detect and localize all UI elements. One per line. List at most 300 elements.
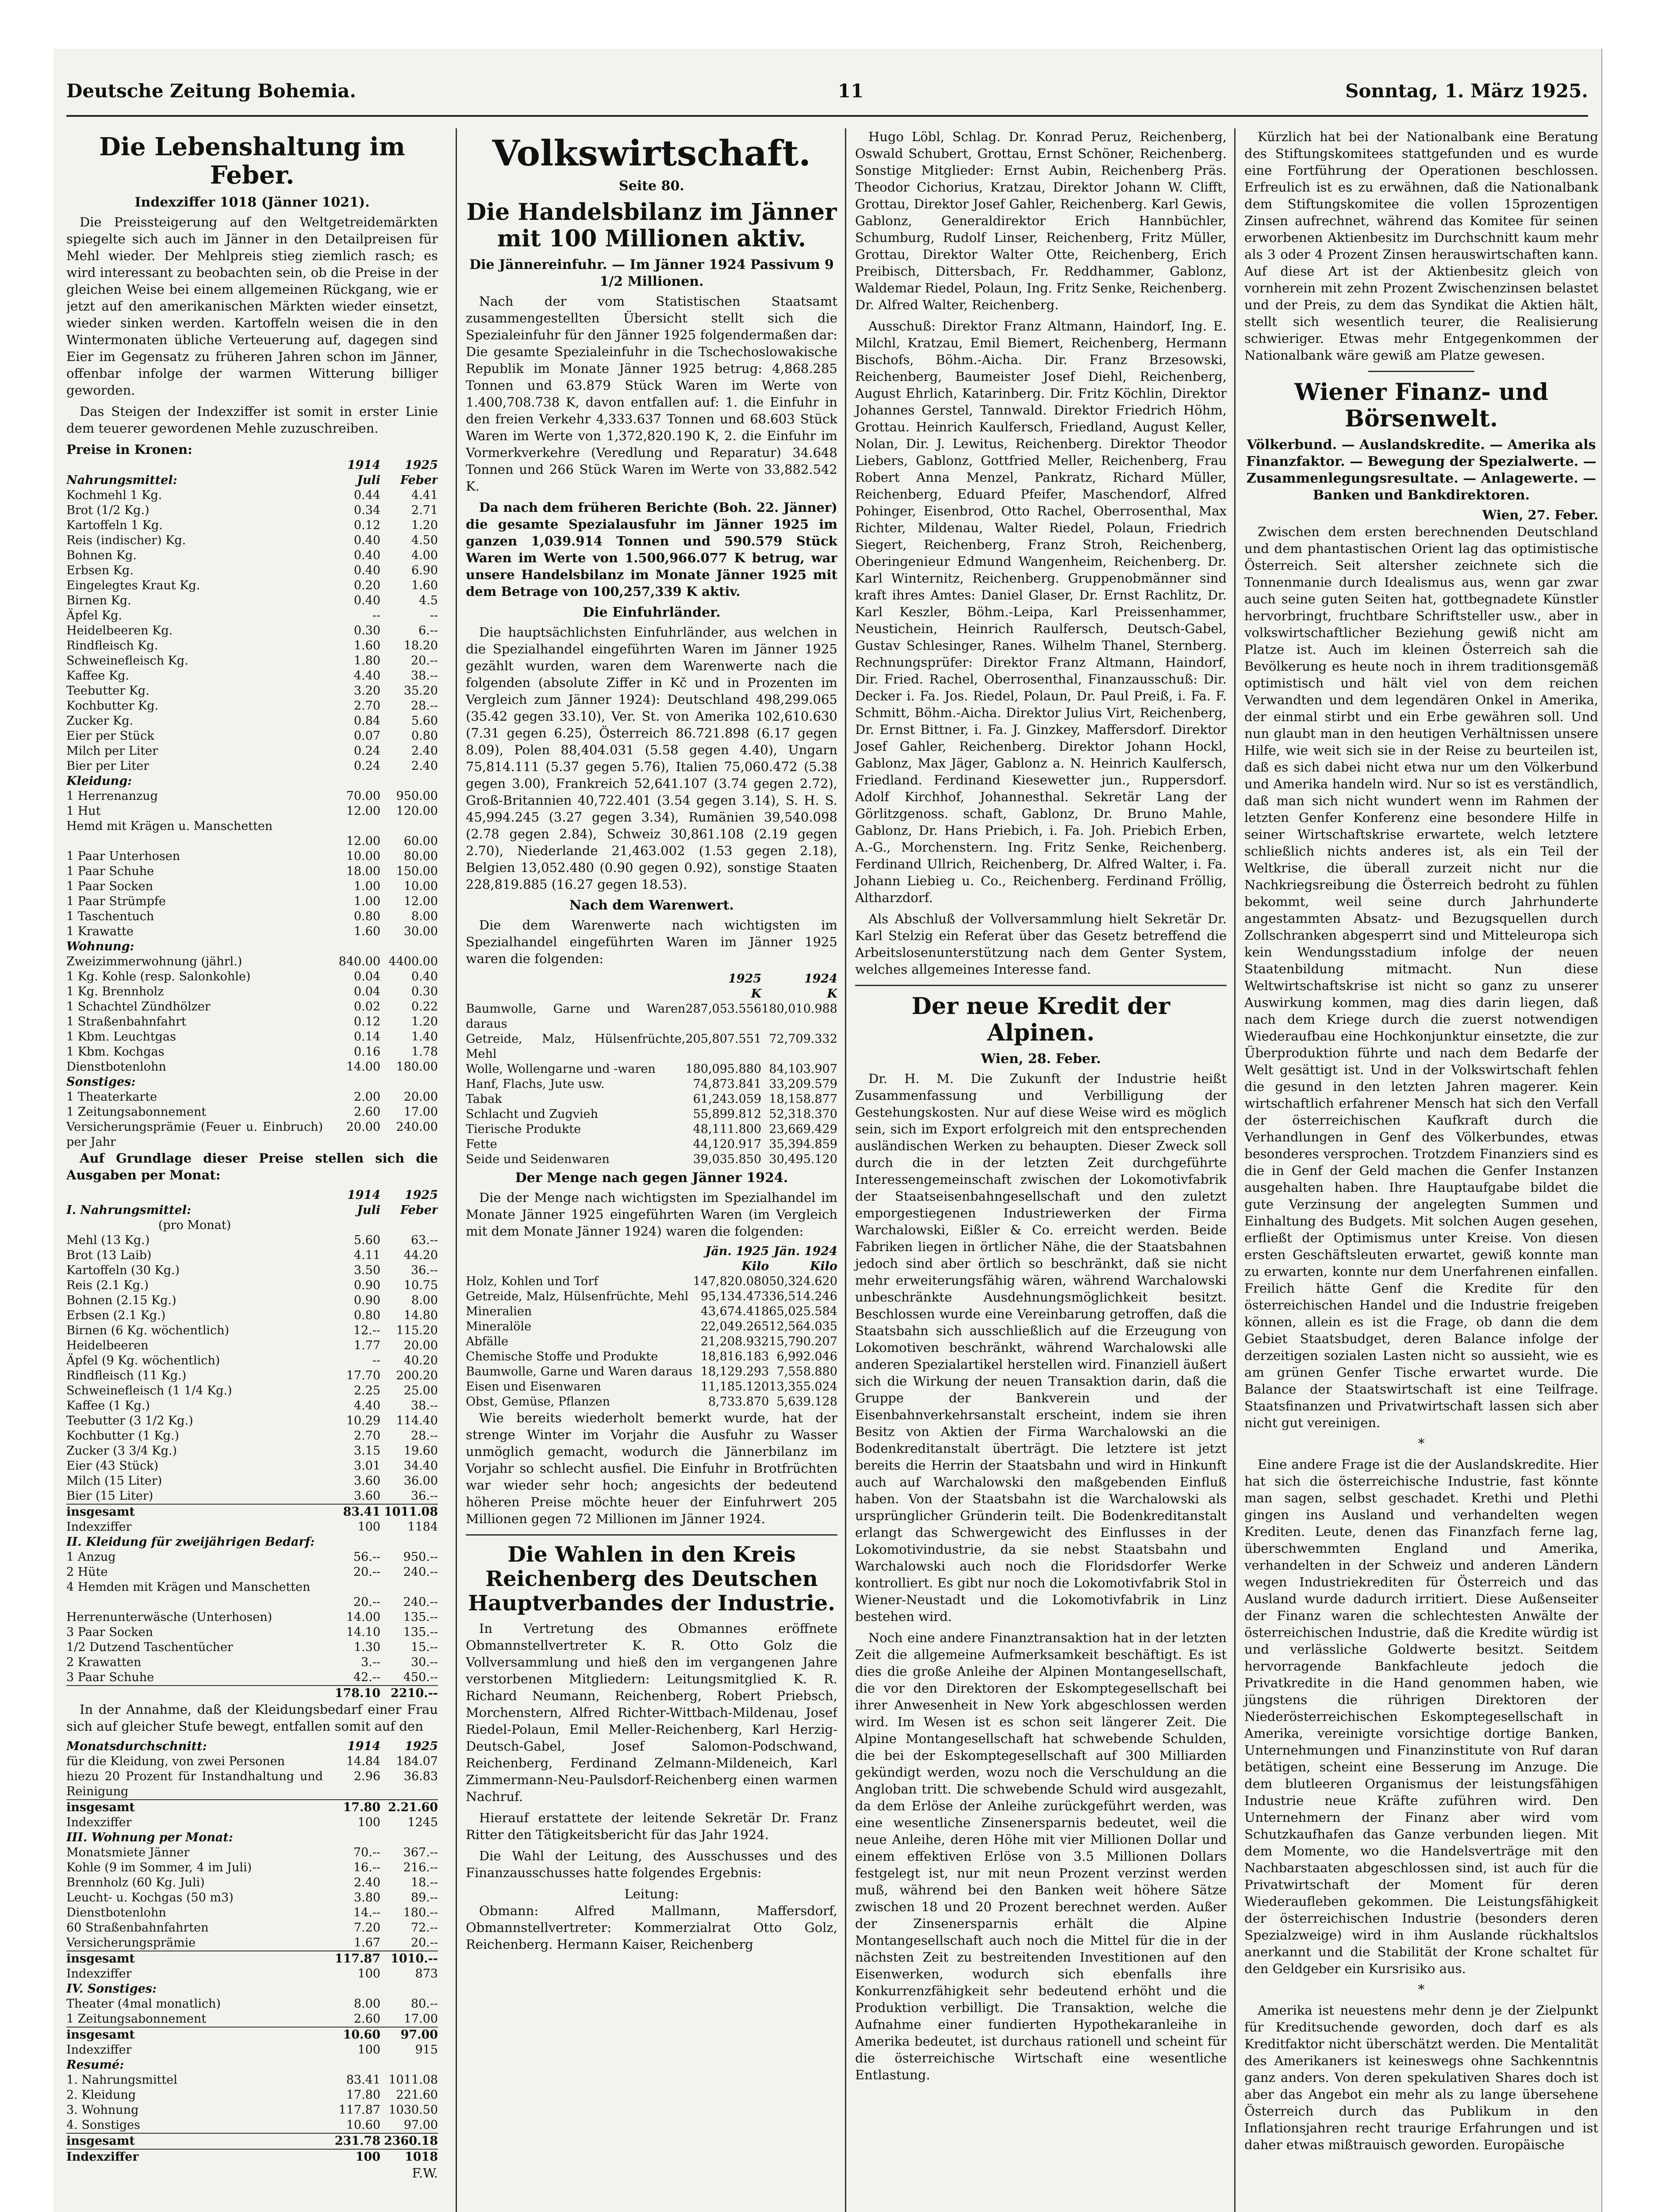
newspaper-name: Deutsche Zeitung Bohemia. — [66, 80, 356, 102]
row-value: 20.-- — [353, 1595, 380, 1609]
row-value: 16.-- — [353, 1860, 380, 1874]
row-value: 28.-- — [411, 699, 438, 713]
row-value: 4.11 — [353, 1248, 380, 1262]
row-label: Brot (1/2 Kg.) — [66, 503, 150, 517]
row-value: 3.01 — [353, 1459, 380, 1473]
table-row — [66, 1504, 438, 1520]
row-value: 10.00 — [403, 879, 438, 893]
row-value — [323, 819, 380, 834]
row-label: 1 Paar Strümpfe — [66, 894, 166, 908]
article-subtitle: Die Jännereinfuhr. — Im Jänner 1924 Passivum 9 1/2 Millionen. — [469, 257, 834, 289]
row-label: 3. Wohnung — [66, 2103, 139, 2117]
table-row — [66, 894, 438, 909]
row-label: 1 Zeitungsabonnement — [66, 2012, 207, 2026]
row-label — [66, 1686, 323, 1701]
row-value: 36.00 — [403, 1474, 438, 1488]
table-row — [66, 1936, 438, 1951]
table-row — [466, 1364, 837, 1379]
row-value: 0.12 — [353, 1014, 380, 1029]
row-value — [380, 819, 438, 834]
row-value: 915 — [415, 2043, 438, 2057]
row-value: 12.00 — [346, 834, 380, 848]
row-value: 10.29 — [346, 1413, 380, 1428]
row-label: Versicherungsprämie (Feuer u. Einbruch) per Jahr — [66, 1120, 323, 1149]
paragraph: Kürzlich hat bei der Nationalbank eine Beratung des Stiftungskomitees stattgefunden und es wurde eine Fortführung der Operationen beschlossen. Erfreulich ist es zu erwähnen, daß die Nationalbank dem Stiftungskomitee die vollen 15prozentigen Zinsen aufrechnet, während das Komitee für seinen erworbenen Aktienbesitz im Durchschnitt kaum mehr als 3 oder 4 Prozent Zinsen herauswirtschaften kann. Auf diese Art ist der Aktienbesitz gleich von vornherein mit zehn Prozent Zwischenzinsen belastet und der Preis, zu dem das Syndikat die Aktien hält, stellt sich wesentlich teurer, die Realisierung schwieriger. Etwas mehr Entgegenkommen der Nationalbank wäre gewiß am Platze gewesen. — [1244, 129, 1598, 363]
row-value: 0.90 — [353, 1278, 380, 1292]
row-label: Schweinefleisch (1 1/4 Kg.) — [66, 1383, 232, 1398]
row-label: Zucker (3 3/4 Kg.) — [66, 1444, 177, 1458]
row-value: 23,669.429 — [769, 1122, 837, 1136]
row-label: Kohle (9 im Sommer, 4 im Juli) — [66, 1860, 252, 1874]
table-row — [466, 1002, 837, 1032]
row-value: 14.10 — [346, 1625, 380, 1639]
row-label: Baumwolle, Garne und Waren daraus — [466, 1002, 686, 1031]
row-label: Rindfleisch Kg. — [66, 638, 158, 653]
table-row — [66, 563, 438, 578]
row-label: Teebutter (3 1/2 Kg.) — [66, 1413, 193, 1428]
row-label: Fette — [466, 1137, 497, 1151]
row-value: 135.-- — [403, 1610, 438, 1624]
row-value: 8,733.870 — [708, 1394, 769, 1409]
row-value: 0.90 — [353, 1293, 380, 1307]
table-heading: Preise in Kronen: — [66, 442, 192, 457]
table-row — [66, 834, 438, 849]
row-value: 18,158.877 — [769, 1092, 837, 1106]
row-value: 72,709.332 — [769, 1032, 837, 1046]
row-value: 0.84 — [353, 714, 380, 728]
row-value: 2.40 — [353, 1875, 380, 1889]
row-label: Wolle, Wollengarne und -waren — [466, 1062, 656, 1076]
table-row — [66, 1105, 438, 1120]
row-label: Baumwolle, Garne und Waren daraus — [466, 1364, 692, 1379]
row-value: 0.40 — [353, 563, 380, 577]
table-row — [66, 819, 438, 834]
warenwert-table: 1925 1924 K K Baumwolle, Garne und Waren daraus 287,053.556 180,010.988 Getreide, Malz, Hülsenfrüchte, Mehl 205,807.551 72,709.332 Wolle, Wollengarne und -waren 180,095.880 84,103.907 Hanf, Flachs, Jute usw. 74,873.841 33,209.579 Tabak 61,243.059 18,158.877 Schlacht und Zugvieh 55,899.812 52,318.370 Tierische Produkte 48,111.800 23,669.429 Fette 44,120.917 35,394.859 Seide und Seidenwaren 39,035.850 30,495.120 — [466, 972, 837, 1166]
row-value: 100 — [357, 2043, 380, 2057]
paragraph: Zwischen dem ersten berechnenden Deutschland und dem phantastischen Orient lag das optimistische Österreich. Seit altersher zeichnete sich die Tonnenmanie durch Idealismus aus, wenn gar zwar auch seine guten Seiten hat, gottbegnadete Künstler hervorbringt, fruchtbare Schriftsteller usw., aber in volkswirtschaftlicher Beziehung gewiß nicht am Platze ist. Auch im kleinen Österreich sah die Bevölkerung es heute noch in ihrem traditionsgemäß optimistisch und hält viel von dem reichen Verwandten und dem legendären Onkel in Amerika, der einmal stirbt und ein Erbe gewähren soll. Und nun glaubt man in den heutigen Verhältnissen unsere Hilfe, wie weit sich sie in der Reise zu beurteilen ist, daß es sich dabei nicht etwa nur um den Völkerbund und Amerika handeln wird. Nur so ist es verständlich, daß man sich nicht wundert wenn im Rahmen der letzten Genfer Konferenz eine besondere Hilfe in seiner Wirtschaftskrise erwartete, welch letztere schließlich nichts anderes ist, als ein Teil der Weltkrise, die überall zurzeit nicht nur die Nachkriegsreibung die Österreich bedroht zu fühlen bekommt, weil seine durch Jahrhunderte angestammten Absatz- und Bezugsquellen durch Zollschranken abgesperrt sind und Mitteleuropa sich kein Wendungsstadium infolge der neuen Staatenbildung mitmacht. Nun diese Weltwirtschaftskrise ist nicht so ganz zu unserer Auswirkung kommen, mag dies darin liegen, daß nach dem Kriege durch die zuerst notwendigen Wiederaufbau eine Hochkonjunktur einsetzte, die zur Überproduktion führte und nach dem Bedarfe der Welt gesättigt ist. Und in der Volkswirtschaft fehlen die gesund in den letzten Jahren magerer. Kein wirtschaftlich erfahrener Mensch hat sich den Verfall der österreichischen Kaufkraft durch die Verhandlungen in Genf des Völkerbundes, etwas besonderes versprochen. Trotzdem Finanziers sind es die in Genf der Geld machen die Genfer Instanzen ausgehalten haben. Ihre Hauptaufgabe bildet die gute Verzinsung der angelegten Summen und Einhaltung des Budgets. Mit solchen Augen gesehen, erfließt der Optimismus unter Kreise. Von diesen ersten Geschäftsleuten erwartet, gewiß konnte man zu erwarten, konnte nur dem Unerfahrenen einfallen. Freilich hätte Genf die Kredite für den österreichischen Handel und die Industrie freigeben können, allein es ist die Frage, ob dann die dem Gebiet Staatsbudget, deren Balance infolge der derzeitigen sozialen Lasten nicht so aussieht, wie es am grünen Genfer Tische erwartet wurde. Die Balance der Staatswirtschaft ist eine Teilfrage. Staatsfinanzen und Privatwirtschaft lassen sich aber nicht gut vereinigen. — [1244, 524, 1598, 1430]
table-row — [66, 1845, 438, 1860]
row-value: 1010.-- — [380, 1951, 438, 1966]
table-row — [66, 1278, 438, 1293]
paragraph: Auf Grundlage dieser Preise stellen sich die Ausgaben per Monat: — [66, 1150, 438, 1183]
row-value: 1018 — [380, 2149, 438, 2165]
row-value: 17.80 — [323, 1800, 380, 1815]
row-value: 4.50 — [411, 533, 438, 547]
section-subtitle: Seite 80. — [619, 178, 684, 194]
row-value: 70.00 — [346, 789, 380, 803]
row-label: Tierische Produkte — [466, 1122, 581, 1136]
menge-table: Jän. 1925 Jän. 1924 Kilo Kilo Holz, Kohlen und Torf 147,820.080 50,324.620 Getreide, Malz, Hülsenfrüchte, Mehl 95,134.473 36,514.246 Mineralien 43,674.418 65,025.584 Mineralöle 22,049.265 12,564.035 Abfälle 21,208.932 15,790.207 Chemische Stoffe und Produkte 18,816.183 6,992.046 Baumwolle, Garne und Waren daraus 18,129.293 7,558.880 Eisen und Eisenwaren 11,185.120 13,355.024 Obst, Gemüse, Pflanzen 8,733.870 5,639.128 — [466, 1244, 837, 1409]
row-value: 34.40 — [403, 1459, 438, 1473]
table-row — [66, 744, 438, 759]
row-label: Indexziffer — [66, 1966, 132, 1981]
table-row — [66, 1029, 438, 1045]
row-label: Eisen und Eisenwaren — [466, 1379, 601, 1394]
row-label: 1/2 Dutzend Taschentücher — [66, 1640, 233, 1654]
table-row — [66, 1640, 438, 1655]
row-value: 10.60 — [346, 2118, 380, 2132]
row-label: insgesamt — [66, 2027, 323, 2043]
paragraph: Die Wahl der Leitung, des Ausschusses und des Finanzausschusses hatte folgendes Ergebnis: — [466, 1848, 837, 1881]
row-value: 0.22 — [411, 999, 438, 1014]
table-row — [66, 2073, 438, 2088]
row-value: 1.80 — [353, 653, 380, 668]
row-label: Äpfel (9 Kg. wöchentlich) — [66, 1353, 220, 1367]
row-value: 367.-- — [403, 1845, 438, 1859]
row-label: Milch (15 Liter) — [66, 1474, 162, 1488]
table-row — [66, 2027, 438, 2043]
page-number: 11 — [837, 80, 864, 102]
dateline: Wien, 27. Feber. — [1482, 507, 1598, 522]
row-value: 15.-- — [411, 1640, 438, 1654]
row-value: 12,564.035 — [769, 1319, 837, 1333]
row-value: 2360.18 — [380, 2133, 438, 2149]
table-row — [66, 1459, 438, 1474]
table-row — [66, 1754, 438, 1769]
table-row — [66, 1263, 438, 1278]
row-label: Reis (2.1 Kg.) — [66, 1278, 149, 1292]
row-value: 17.00 — [403, 2012, 438, 2026]
row-label: 4 Hemden mit Krägen und Manschetten — [66, 1580, 311, 1594]
row-label: Bier per Liter — [66, 759, 149, 773]
row-value: 2.71 — [411, 503, 438, 517]
row-value: 11,185.120 — [700, 1379, 769, 1394]
row-label: Erbsen (2.1 Kg.) — [66, 1308, 166, 1322]
table-row — [66, 1090, 438, 1105]
row-value: 180,010.988 — [761, 1002, 837, 1016]
row-value: 38.-- — [411, 1398, 438, 1413]
row-value: 5.60 — [411, 714, 438, 728]
article-title: Wiener Finanz- und Börsenwelt. — [1294, 379, 1548, 432]
row-label: Holz, Kohlen und Torf — [466, 1274, 599, 1288]
row-value: 0.80 — [411, 729, 438, 743]
row-label: Birnen Kg. — [66, 593, 131, 607]
table-row — [66, 684, 438, 699]
row-value: 240.-- — [403, 1595, 438, 1609]
row-value: 25.00 — [403, 1383, 438, 1398]
table-row — [66, 2088, 438, 2103]
table-row — [66, 1444, 438, 1459]
row-value: 2.70 — [353, 1429, 380, 1443]
row-value: 2.70 — [353, 699, 380, 713]
row-label: 1 Schachtel Zündhölzer — [66, 999, 211, 1014]
row-value: 1.77 — [353, 1338, 380, 1352]
row-value: 0.04 — [353, 984, 380, 998]
row-value: 147,820.080 — [693, 1274, 769, 1288]
table-row — [66, 729, 438, 744]
row-value: 4.41 — [411, 488, 438, 502]
table-row — [66, 1655, 438, 1670]
paragraph: Dr. H. M. Die Zukunft der Industrie heißt Zusammenfassung und Verbilligung der Gestehungskosten. Nur auf diese Weise wird es möglich sein, sich im Export erfolgreich mit den entsprechenden ausländischen Werken zu behaupten. Dieser Zweck soll durch die in der letzten Zeit durchgeführte Interessengemeinschaft zwischen der Lokomotivfabrik der Staatseisenbahngesellschaft und den zuletzt emporgestiegenen Industriewerken der Firma Warchalowski, Eißler & Co. erreicht werden. Beide Fabriken liegen in örtlicher Nähe, die der Staatsbahnen jedoch sind aber örtlich so beschränkt, daß sie nicht mehr erweiterungsfähig wären, während Warchalowski unbeschränkte Ausdehnungsmöglichkeit besitzt. Beschlossen wurde eine Vereinbarung getroffen, daß die Staatsbahn sich ausschließlich auf die Erzeugung von Lokomotiven beschränkt, während Warchalowski alle anderen Spezialartikel herstellen wird. Finanziell äußert sich die Wirkung der neuen Transaktion darin, daß die Gruppe der Bankverein und der Eisenbahnverkehrsanstalt erscheint, indem sie ihren Besitz von Aktien der Firma Warchalowski an die Bodenkreditanstalt überträgt. Die letztere ist jetzt bereits die Herrin der Staatsbahn und wird in Hinkunft auch auf Warchalowski den maßgebenden Einfluß haben. Von der Staatsbahn ist die Warchalowski als ursprünglicher Gründerin teilt. Die Bodenkreditanstalt erlangt das Schwergewicht des Einflusses in der Lokomotivindustrie, da sie nebst Staatsbahn und Warchalowski auch noch die Floridsdorfer Werke kontrolliert. Es gibt nur noch die Lokomotivfabrik Stol in Wiener-Neustadt und die Lokomotivfabrik in Linz bestehen wird. — [855, 1071, 1227, 1624]
row-value: 36.83 — [403, 1769, 438, 1783]
row-value: 450.-- — [403, 1670, 438, 1684]
row-value: 56.-- — [353, 1550, 380, 1564]
row-value: 114.40 — [396, 1413, 438, 1428]
row-value: 97.00 — [403, 2118, 438, 2132]
table-row — [66, 1966, 438, 1982]
row-label: Theater (4mal monatlich) — [66, 1997, 221, 2011]
row-label: Getreide, Malz, Hülsenfrüchte, Mehl — [466, 1289, 689, 1303]
row-value: 2.40 — [411, 759, 438, 773]
row-value: 1.60 — [353, 924, 380, 938]
row-value: 231.78 — [323, 2133, 380, 2149]
table-row — [66, 1489, 438, 1504]
table-row — [66, 1610, 438, 1625]
table-row — [466, 1274, 837, 1289]
row-label: insgesamt — [66, 1800, 323, 1815]
page-header — [66, 66, 1588, 117]
row-value: 950.-- — [403, 1550, 438, 1564]
section-separator: * — [1418, 1436, 1425, 1452]
row-value: 4.00 — [411, 548, 438, 562]
table-row — [466, 1077, 837, 1092]
row-value: 0.40 — [353, 533, 380, 547]
row-label: Brennholz (60 Kg. Juli) — [66, 1875, 205, 1889]
paragraph: Hierauf erstattete der leitende Sekretär Dr. Franz Ritter den Tätigkeitsbericht für das Jahr 1924. — [466, 1810, 837, 1843]
row-value: 10.00 — [346, 849, 380, 863]
article-title: Die Handelsbilanz im Jänner mit 100 Millionen aktiv. — [466, 199, 837, 252]
table-row — [466, 1394, 837, 1409]
row-label: Zweizimmerwohnung (jährl.) — [66, 954, 242, 968]
table-row — [66, 638, 438, 653]
row-value: 40.20 — [403, 1353, 438, 1367]
row-value: 2.96 — [353, 1769, 380, 1783]
table-row — [66, 1398, 438, 1413]
table-row — [66, 849, 438, 864]
row-value: 117.87 — [323, 1951, 380, 1966]
row-label: Kartoffeln (30 Kg.) — [66, 1263, 180, 1277]
row-label: 1 Straßenbahnfahrt — [66, 1014, 186, 1029]
row-label: Eier per Stück — [66, 729, 154, 743]
table-row — [66, 1875, 438, 1890]
table-row — [66, 804, 438, 819]
row-value: 15,790.207 — [769, 1334, 837, 1348]
row-value: 0.34 — [353, 503, 380, 517]
table-row — [466, 1062, 837, 1077]
row-value: 180,095.880 — [685, 1062, 762, 1076]
subheading: Die Einfuhrländer. — [583, 604, 721, 620]
row-value: 36.-- — [411, 1489, 438, 1503]
row-value: 2.25 — [353, 1383, 380, 1398]
row-value: 35,394.859 — [769, 1137, 837, 1151]
row-value: 18.00 — [346, 864, 380, 878]
row-value: 0.16 — [353, 1045, 380, 1059]
row-label: Indexziffer — [66, 1815, 132, 1829]
table-row — [66, 1951, 438, 1966]
row-value: 1.67 — [353, 1936, 380, 1950]
row-label: 1 Herrenanzug — [66, 789, 158, 803]
subheading: Leitung: — [624, 1886, 679, 1902]
row-value: -- — [372, 608, 380, 622]
row-label: insgesamt — [66, 1504, 323, 1520]
row-label — [66, 834, 323, 849]
table-row — [66, 864, 438, 879]
row-value: 1030.50 — [388, 2103, 438, 2117]
row-value: 3.20 — [353, 684, 380, 698]
table-row — [66, 2012, 438, 2027]
row-label: Birnen (6 Kg. wöchentlich) — [66, 1323, 230, 1337]
row-label: 1. Nahrungsmittel — [66, 2073, 177, 2087]
row-value: 22,049.265 — [700, 1319, 769, 1333]
row-label: Dienstbotenlohn — [66, 1060, 166, 1074]
table-row — [66, 2149, 438, 2165]
table-row — [66, 1308, 438, 1323]
row-value: 39,035.850 — [693, 1152, 762, 1166]
section-title: Volkswirtschaft. — [492, 132, 811, 174]
row-value: 120.00 — [396, 804, 438, 818]
row-value: 60.00 — [403, 834, 438, 848]
row-value: 0.30 — [353, 623, 380, 637]
row-label: 1 Zeitungsabonnement — [66, 1105, 207, 1119]
table-row — [66, 2118, 438, 2133]
row-value: 65,025.584 — [769, 1304, 837, 1318]
row-value: 14.00 — [346, 1060, 380, 1074]
row-value: 84,103.907 — [769, 1062, 837, 1076]
row-label: Teebutter Kg. — [66, 684, 150, 698]
row-value: 3.50 — [353, 1263, 380, 1277]
row-value: 20.-- — [411, 653, 438, 668]
table-row — [466, 1319, 837, 1334]
row-value: 115.20 — [396, 1323, 438, 1337]
row-value: 4.5 — [419, 593, 438, 607]
paragraph: Eine andere Frage ist die der Auslandskredite. Hier hat sich die österreichische Industrie, fast könnte man sagen, selbst geschadet. Krethi und Plethi gingen ins Ausland und verhandelten wegen Krediten. Leute, denen das Finanzfach ferne lag, überschwemmten England und Amerika, verhandelten in der Schweiz und anderen Ländern wegen Industriekrediten für Österreich und das Ausland wurde dadurch irritiert. Diese Außenseiter der Finanz waren die schlechtesten Anwälte der österreichischen Industrie, daß die Kredite würdig ist und verlässliche Goldwerte besitzt. Seitdem hervorragende Bankfachleute jedoch die Privatkredite in die Hand genommen haben, wie jüngstens die rührigen Direktoren der Niederösterreichischen Eskomptegesellschaft in Amerika, vereinigte vorsichtige dortige Banken, Unternehmungen und Finanzinstitute von Ruf daran betätigen, scheint eine Besserung im Anzuge. Die dem blutleeren Organismus der leistungsfähigen Industrie neue Kräfte zuführen wird. Den Unternehmern der Finanz aber wird vom Schutzkaufhafen das Ganze verbunden liegen. Mit dem Momente, wo die Handelsverträge mit den Nachbarstaaten abgeschlossen sind, ist auch für die Privatwirtschaft der Moment für deren Wiederaufleben gekommen. Die Leistungsfähigkeit der österreichischen Industrie (besonders deren Spezialzweige) wird in ihm Auslande rückhaltslos anerkannt und die Stabilität der Krone schaltet für den Geldgeber ein Kursrisiko aus. — [1244, 1456, 1598, 1976]
row-value: 18,816.183 — [700, 1349, 769, 1363]
row-value: 200.20 — [396, 1368, 438, 1382]
row-label: Rindfleisch (11 Kg.) — [66, 1368, 187, 1382]
row-value: 14.80 — [403, 1308, 438, 1322]
row-label: Tabak — [466, 1092, 502, 1106]
table-row — [66, 1670, 438, 1686]
row-value: 13,355.024 — [769, 1379, 837, 1394]
row-label: Indexziffer — [66, 2149, 323, 2165]
row-label: Bier (15 Liter) — [66, 1489, 154, 1503]
row-value: 0.02 — [353, 999, 380, 1014]
table-row — [66, 653, 438, 668]
row-value: 1011.08 — [380, 1504, 438, 1520]
paragraph: In der Annahme, daß der Kleidungsbedarf einer Frau sich auf gleicher Stufe bewegt, entfallen somit auf den — [66, 1701, 438, 1734]
row-value: 52,318.370 — [769, 1107, 837, 1121]
row-value: 30,495.120 — [769, 1152, 837, 1166]
row-value: 3.15 — [353, 1444, 380, 1458]
row-label: Chemische Stoffe und Produkte — [466, 1349, 658, 1363]
row-label: Kaffee Kg. — [66, 668, 130, 683]
row-value: 83.41 — [323, 1504, 380, 1520]
table-row — [66, 969, 438, 984]
table-row — [66, 1045, 438, 1060]
row-label: 1 Kbm. Leuchtgas — [66, 1029, 176, 1044]
table-row — [66, 699, 438, 714]
row-label: Leucht- u. Kochgas (50 m3) — [66, 1890, 234, 1905]
table-row — [66, 999, 438, 1014]
table-row — [66, 1413, 438, 1429]
row-value: 95,134.473 — [700, 1289, 769, 1303]
row-value: 100 — [357, 1966, 380, 1981]
row-value: 17.00 — [403, 1105, 438, 1119]
row-value: 61,243.059 — [693, 1092, 762, 1106]
row-value: 135.-- — [403, 1625, 438, 1639]
paragraph: Da nach dem früheren Berichte (Boh. 22. Jänner) die gesamte Spezialausfuhr im Jänner 1925 im ganzen 1,039.914 Tonnen und 590.579 Stück Waren im Werte von 1.500,966.077 K betrug, war unsere Handelsbilanz im Monate Jänner 1925 mit dem Betrage von 100,257,339 K aktiv. — [466, 499, 837, 599]
table-row — [466, 1152, 837, 1167]
row-label: 2. Kleidung — [66, 2088, 136, 2102]
table-row — [66, 548, 438, 563]
table-row — [66, 1014, 438, 1029]
row-value: 12.00 — [346, 804, 380, 818]
row-value: 3.60 — [353, 1489, 380, 1503]
paragraph: Obmann: Alfred Mallmann, Maffersdorf, Obmannstellvertreter: Kommerzialrat Otto Golz, Reichenberg. Hermann Kaiser, Reichenberg — [466, 1903, 837, 1952]
article-title: Die Lebenshaltung im Feber. — [99, 132, 405, 190]
row-value: 55,899.812 — [693, 1107, 762, 1121]
row-value: 21,208.932 — [700, 1334, 769, 1348]
row-value: 80.00 — [403, 849, 438, 863]
row-label: 3 Paar Schuhe — [66, 1670, 154, 1684]
row-value: 14.-- — [353, 1905, 380, 1920]
row-label: hiezu 20 Prozent für Instandhaltung und Reinigung — [66, 1769, 323, 1798]
row-value: 2.21.60 — [380, 1800, 438, 1815]
table-row — [66, 879, 438, 894]
row-value: 14.00 — [346, 1610, 380, 1624]
row-value: 221.60 — [396, 2088, 438, 2102]
row-value: 0.80 — [353, 909, 380, 923]
table-row — [66, 1353, 438, 1368]
row-label: 1 Taschentuch — [66, 909, 154, 923]
row-label: Herrenunterwäsche (Unterhosen) — [66, 1610, 272, 1624]
row-value: 3.60 — [353, 1474, 380, 1488]
row-value: 240.00 — [396, 1120, 438, 1134]
row-value: 150.00 — [396, 864, 438, 878]
row-value: 74,873.841 — [693, 1077, 762, 1091]
paragraph: Die der Menge nach wichtigsten im Spezialhandel im Monate Jänner 1925 eingeführten Waren (im Vergleich mit dem Monate Jänner 1924) waren die folgenden: — [466, 1190, 837, 1239]
row-value: 1.60 — [353, 638, 380, 653]
row-label: 3 Paar Socken — [66, 1625, 154, 1639]
row-value: 216.-- — [403, 1860, 438, 1874]
table-row — [66, 1769, 438, 1800]
row-value: 89.-- — [411, 1890, 438, 1905]
row-value: 30.00 — [403, 924, 438, 938]
row-value: 8.00 — [411, 1293, 438, 1307]
row-label: 1 Paar Unterhosen — [66, 849, 180, 863]
row-value: 44.20 — [403, 1248, 438, 1262]
row-label: 2 Krawatten — [66, 1655, 142, 1669]
row-value: 17.80 — [346, 2088, 380, 2102]
column-lebenshaltung — [66, 128, 438, 2212]
paragraph: Das Steigen der Indexziffer ist somit in erster Linie dem teuerer gewordenen Mehle zuzuschreiben. — [66, 403, 438, 436]
row-label: 1 Theaterkarte — [66, 1090, 157, 1104]
row-value: 10.75 — [403, 1278, 438, 1292]
row-value: 5.60 — [353, 1233, 380, 1247]
table-row — [66, 1368, 438, 1383]
row-value: 287,053.556 — [685, 1002, 762, 1016]
row-value: 42.-- — [353, 1670, 380, 1684]
row-label: Abfälle — [466, 1334, 509, 1348]
row-value: 2.00 — [353, 1090, 380, 1104]
row-label: Dienstbotenlohn — [66, 1905, 166, 1920]
newspaper-page — [53, 49, 1602, 2212]
article-subtitle: Indexziffer 1018 (Jänner 1021). — [134, 194, 370, 210]
row-value: 83.41 — [346, 2073, 380, 2087]
row-label: Versicherungsprämie — [66, 1936, 196, 1950]
table-row — [66, 1920, 438, 1936]
row-label: Eingelegtes Kraut Kg. — [66, 578, 200, 592]
table-row — [66, 623, 438, 638]
row-label: 1 Kg. Brennholz — [66, 984, 164, 998]
table-row — [66, 909, 438, 924]
table-row — [466, 1349, 837, 1364]
row-label: Bohnen Kg. — [66, 548, 137, 562]
paragraph: Ausschuß: Direktor Franz Altmann, Haindorf, Ing. E. Milchl, Kratzau, Emil Biemert, Reichenberg, Hermann Bischofs, Böhm.-Aicha. Dir. Franz Brzesowski, Reichenberg, Baumeister Josef Diehl, Reichenberg, August Ehrlich, Katarinberg. Dir. Fritz Köchlin, Direktor Johannes Gerstel, Tannwald. Direktor Friedrich Höhm, Grottau. Heinrich Kaulfersch, Friedland, August Keller, Nolan, Dir. J. Lewitus, Reichenberg. Direktor Theodor Liebers, Gablonz, Gottfried Meller, Reichenberg, Frau Robert Anna Menzel, Pankratz, Richard Müller, Reichenberg, Eduard Pfeifer, Maschendorf, Alfred Pohinger, Eisenbrod, Otto Rachel, Oberrosenthal, Max Richter, Mildenau, Walter Riedel, Polaun, Friedrich Siegert, Reichenberg, Franz Stroh, Reichenberg, Oberingenieur Edmund Wangenheim, Reichenberg. Dr. Karl Winternitz, Reichenberg. Gruppenobmänner sind kraft ihres Amtes: Daniel Glaser, Dr. Ernst Rachlitz, Dr. Karl Keszler, Böhm.-Leipa, Karl Preissenhammer, Neustichein, Heinrich Raulfersch, Deutsch-Gabel, Gustav Schlesinger, Ranes. Wilhelm Thanel, Sternberg. Rechnungsprüfer: Direktor Franz Altmann, Haindorf, Dir. Fried. Rachel, Oberrosenthal, Finanzausschuß: Dir. Decker i. Fa. Jos. Riedel, Polaun, Dr. Paul Preiß, i. Fa. F. Schmitt, Böhm.-Aicha. Direktor Julius Virt, Reichenberg, Dr. Ernst Bittner, i. Fa. J. Ginzkey, Maffersdorf. Direktor Josef Gahler, Reichenberg. Direktor Johann Hockl, Gablonz, Max Jäger, Gablonz a. N. Heinrich Kaulfersch, Friedland. Ferdinand Kiesewetter jun., Ruppersdorf. Adolf Kirchhof, Johannesthal. Sekretär Lang der Görlitzgenoss. schaft, Gablonz, Dr. Bruno Mahle, Gablonz, Dr. Hans Priebich, i. Fa. Joh. Priebich Erben, A.-G., Morchenstern. Ing. Fritz Senke, Reichenberg. Ferdinand Ullrich, Reichenberg, Dr. Alfred Walter, i. Fa. Johann Liebieg u. Co., Reichenberg. Ferdinand Fröllig, Altharzdorf. — [855, 319, 1227, 905]
row-label: 60 Straßenbahnfahrten — [66, 1920, 209, 1935]
row-value: 0.12 — [353, 518, 380, 532]
row-label: Reis (indischer) Kg. — [66, 533, 186, 547]
